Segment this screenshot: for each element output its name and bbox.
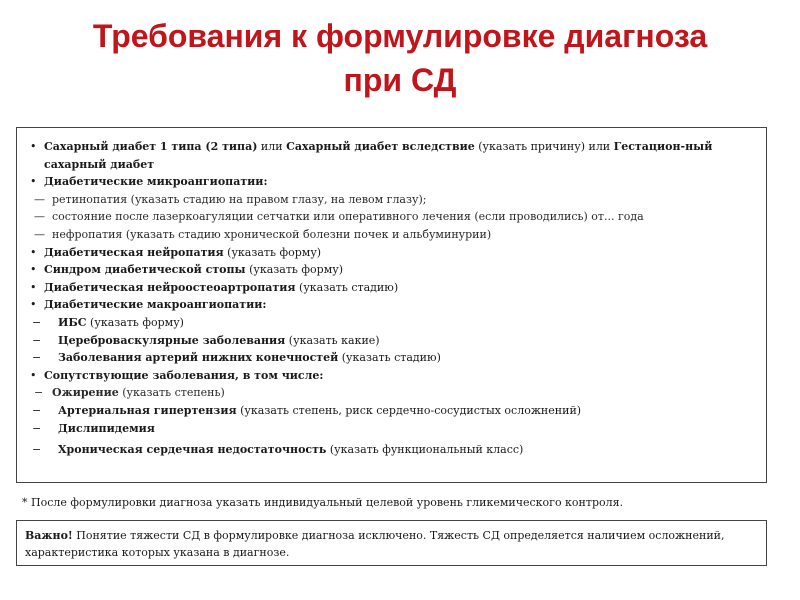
list-item-text: (указать стадию)	[295, 280, 399, 294]
list-item-bold-text: Заболевания артерий нижних конечностей	[58, 351, 339, 365]
slide-title	[0, 14, 800, 102]
bullet-marker: •	[30, 298, 37, 312]
list-item	[30, 332, 758, 350]
list-item-text: или	[257, 140, 287, 153]
list-item-bold-text: Артериальная гипертензия	[58, 403, 237, 417]
list-item	[30, 138, 758, 173]
dash-marker: −	[32, 315, 42, 329]
list-item-text: (указать форму)	[223, 245, 322, 259]
list-item-bold-text: Сахарный диабет вследствие	[286, 140, 475, 153]
list-item-bold-text: Цереброваскулярные заболевания	[58, 333, 286, 347]
list-item	[30, 173, 758, 191]
dash-marker: −	[32, 333, 42, 347]
bullet-marker: •	[30, 280, 37, 294]
list-item	[30, 349, 758, 367]
list-item	[30, 420, 758, 438]
list-item-text: (указать степень, риск сердечно-сосудистых осложнений)	[236, 403, 582, 417]
list-item	[30, 402, 758, 420]
list-item-bold-text: Дислипидемия	[58, 421, 155, 435]
footnote: * После формулировки диагноза указать индивидуальный целевой уровень гликемического контроля.	[22, 496, 624, 509]
list-item-text: (указать форму)	[245, 263, 344, 277]
list-item-bold-text: Диабетическая нейропатия	[44, 245, 224, 259]
list-item-text: (указать какие)	[285, 333, 380, 347]
list-item-bold-text: Диабетическая нейроостеоартропатия	[44, 280, 296, 294]
dash-marker: −	[32, 421, 42, 435]
list-item-bold-text: Ожирение	[52, 386, 119, 400]
list-item-text: состояние после лазеркоагуляции сетчатки или оперативного лечения (если проводились) от... года	[52, 210, 644, 224]
important-note-label: Важно!	[25, 529, 73, 542]
bullet-marker: •	[30, 140, 37, 153]
bullet-marker: •	[30, 245, 37, 259]
list-item-bold-text: Диабетические макроангиопатии:	[44, 298, 267, 312]
list-item	[30, 296, 758, 314]
slide-title-line-2: при СД	[343, 62, 457, 98]
dash-marker: −	[32, 443, 42, 457]
list-item	[30, 441, 758, 459]
list-item-text: (указать стадию)	[338, 351, 441, 365]
important-note-box	[16, 520, 767, 566]
dash-marker: —	[34, 227, 45, 241]
list-item	[30, 208, 758, 226]
bullet-marker: •	[30, 175, 37, 189]
list-item	[30, 384, 758, 402]
list-item-bold-text: ИБС	[58, 315, 87, 329]
dash-marker: −	[32, 351, 42, 365]
dash-marker: —	[34, 192, 45, 206]
dash-marker: −	[34, 386, 44, 400]
list-item	[30, 314, 758, 332]
bullet-marker: •	[30, 368, 37, 382]
important-note-text: Понятие тяжести СД в формулировке диагноза исключено. Тяжесть СД определяется наличием осложнений, характеристика которых указана в диагнозе.	[25, 529, 725, 559]
list-item-bold-text: Синдром диабетической стопы	[44, 263, 246, 277]
diagnosis-requirements-box	[16, 127, 767, 483]
list-item-bold-text: Сопутствующие заболевания, в том числе:	[44, 368, 324, 382]
slide-title-line-1: Требования к формулировке диагноза	[92, 18, 708, 54]
list-item-text: (указать степень)	[118, 386, 225, 400]
dash-marker: —	[34, 210, 45, 224]
list-item	[30, 226, 758, 244]
list-item	[30, 244, 758, 262]
list-item-bold-text: Хроническая сердечная недостаточность	[58, 443, 327, 457]
dash-marker: −	[32, 403, 42, 417]
list-item-bold-text: Сахарный диабет 1 типа (2 типа)	[44, 140, 258, 153]
list-item-text: нефропатия (указать стадию хронической болезни почек и альбуминурии)	[52, 227, 492, 241]
list-item	[30, 261, 758, 279]
bullet-marker: •	[30, 263, 37, 277]
list-item-bold-text: Гестацион-ный сахарный диабет	[44, 140, 713, 171]
list-item	[30, 279, 758, 297]
list-item-text: ретинопатия (указать стадию на правом глазу, на левом глазу);	[52, 192, 427, 206]
list-item	[30, 367, 758, 385]
list-item-text: (указать функциональный класс)	[326, 443, 524, 457]
list-item-bold-text: Диабетические микроангиопатии:	[44, 175, 268, 189]
list-item	[30, 191, 758, 209]
list-item-text: (указать форму)	[86, 315, 184, 329]
list-item-text: (указать причину) или	[474, 140, 614, 153]
